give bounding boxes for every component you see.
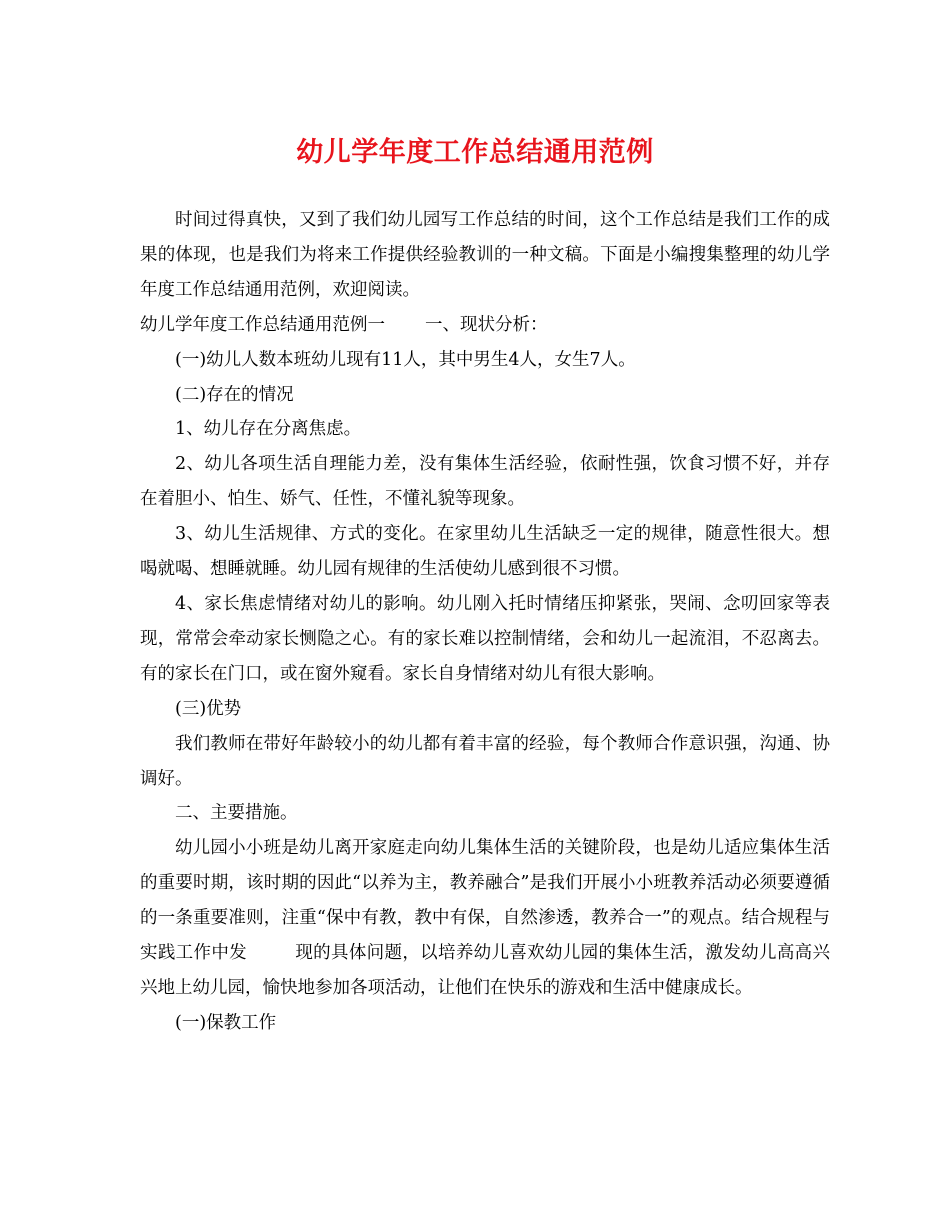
paragraph-measures-part-a: 幼儿园小小班是幼儿离开家庭走向幼儿集体生活的关键阶段，也是幼儿适应集体生活的重要时期，该时期的因此“以养为主，教养融合”是我们开展小小班教养活动必须要遵循的一条重要准则，注重“保中有教，教中有保，自然渗透，教养合一”的观点。结合规程与实践工作中发 <box>140 838 830 964</box>
section-heading-measures: 二、主要措施。 <box>175 803 298 824</box>
paragraph-measures <box>140 831 830 1006</box>
subheading-existing-situation: (二)存在的情况 <box>175 384 294 405</box>
section-heading-status: 一、现状分析： <box>425 314 548 335</box>
paragraph-measures-part-b: 现的具体问题，以培养幼儿喜欢幼儿园的集体生活，激发幼儿高高兴兴地上幼儿园，愉快地参加各项活动，让他们在快乐的游戏和生活中健康成长。 <box>140 943 830 998</box>
document-body <box>140 203 830 1041</box>
document-title: 幼儿学年度工作总结通用范例 <box>296 137 654 168</box>
example-heading-line <box>140 308 830 343</box>
subheading-advantages: (三)优势 <box>175 698 242 719</box>
paragraph-children-count: (一)幼儿人数本班幼儿现有11人，其中男生4人，女生7人。 <box>175 349 636 370</box>
paragraph-parent-anxiety: 4、家长焦虑情绪对幼儿的影响。幼儿刚入托时情绪压抑紧张，哭闹、念叨回家等表现，常常会牵动家长恻隐之心。有的家长难以控制情绪，会和幼儿一起流泪，不忍离去。有的家长在门口，或在窗外窥看。家长自身情绪对幼儿有很大影响。 <box>140 593 830 684</box>
paragraph-routine-change: 3、幼儿生活规律、方式的变化。在家里幼儿生活缺乏一定的规律，随意性很大。想喝就喝、想睡就睡。幼儿园有规律的生活使幼儿感到很不习惯。 <box>140 524 830 580</box>
paragraph-teacher-experience: 我们教师在带好年龄较小的幼儿都有着丰富的经验，每个教师合作意识强，沟通、协调好。 <box>140 733 830 789</box>
intro-paragraph: 时间过得真快，又到了我们幼儿园写工作总结的时间，这个工作总结是我们工作的成果的体现，也是我们为将来工作提供经验教训的一种文稿。下面是小编搜集整理的幼儿学年度工作总结通用范例，欢迎阅读。 <box>140 210 830 300</box>
example-heading: 幼儿学年度工作总结通用范例一 <box>140 314 385 335</box>
subheading-care-education: (一)保教工作 <box>175 1012 277 1033</box>
paragraph-self-care: 2、幼儿各项生活自理能力差，没有集体生活经验，依耐性强，饮食习惯不好，并存在着胆小、怕生、娇气、任性，不懂礼貌等现象。 <box>140 454 830 510</box>
paragraph-separation-anxiety: 1、幼儿存在分离焦虑。 <box>175 419 362 440</box>
